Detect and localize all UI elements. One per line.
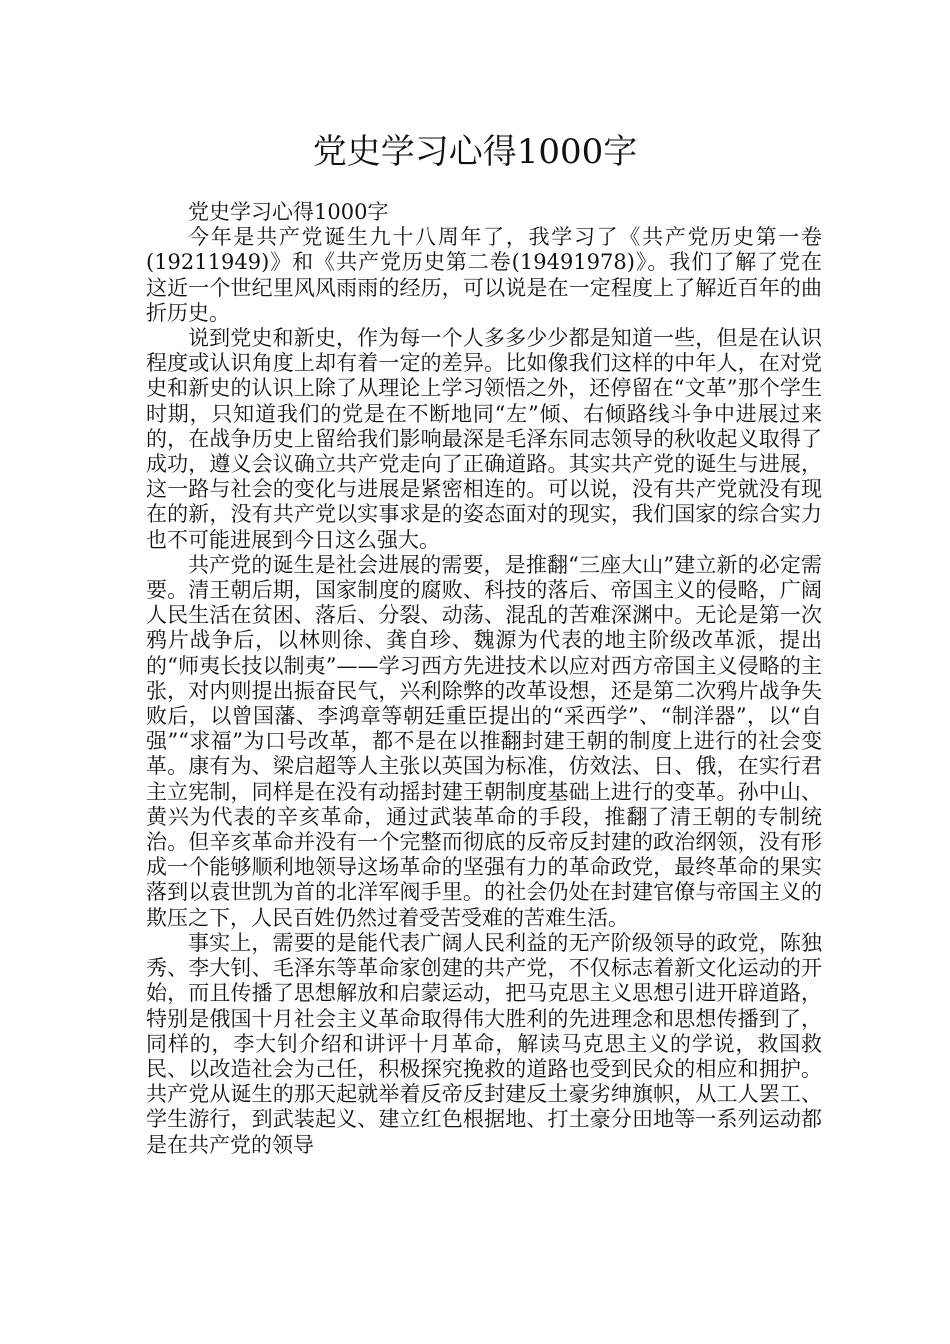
document-title: 党史学习心得1000字 xyxy=(312,132,638,172)
paragraph: 共产党的诞生是社会进展的需要，是推翻“三座大山”建立新的必定需要。清王朝后期，国家制度的腐败、科技的落后、帝国主义的侵略，广阔人民生活在贫困、落后、分裂、动荡、混乱的苦难深渊中。无论是第一次鸦片战争后，以林则徐、龚自珍、魏源为代表的地主阶级改革派，提出的“师夷长技以制夷”——学习西方先进技术以应对西方帝国主义侵略的主张，对内则提出振奋民气，兴利除弊的改革设想，还是第二次鸦片战争失败后，以曾国藩、李鸿章等朝廷重臣提出的“采西学”、“制洋器”，以“自强”“求福”为口号改革，都不是在以推翻封建王朝的制度上进行的社会变革。康有为、梁启超等人主张以英国为标准，仿效法、日、俄，在实行君主立宪制，同样是在没有动摇封建王朝制度基础上进行的变革。孙中山、黄兴为代表的辛亥革命，通过武装革命的手段，推翻了清王朝的专制统治。但辛亥革命并没有一个完整而彻底的反帝反封建的政治纲领，没有形成一个能够顺利地领导这场革命的坚强有力的革命政党，最终革命的果实落到以袁世凯为首的北洋军阀手里。的社会仍处在封建官僚与帝国主义的欺压之下，人民百姓仍然过着受苦受难的苦难生活。 xyxy=(146,552,822,930)
paragraph: 今年是共产党诞生九十八周年了，我学习了《共产党历史第一卷(19211949)》和《共产党历史第二卷(19491978)》。我们了解了党在这近一个世纪里风风雨雨的经历，可以说是在一定程度上了解近百年的曲折历史。 xyxy=(146,225,822,325)
paragraph-subtitle: 党史学习心得1000字 xyxy=(188,200,389,224)
document-body xyxy=(146,200,822,1158)
paragraph: 事实上，需要的是能代表广阔人民利益的无产阶级领导的政党，陈独秀、李大钊、毛泽东等革命家创建的共产党，不仅标志着新文化运动的开始，而且传播了思想解放和启蒙运动，把马克思主义思想引进开辟道路，特别是俄国十月社会主义革命取得伟大胜利的先进理念和思想传播到了，同样的，李大钊介绍和讲评十月革命，解读马克思主义的学说，救国救民、以改造社会为己任，积极探究挽救的道路也受到民众的相应和拥护。共产党从诞生的那天起就举着反帝反封建反土豪劣绅旗帜，从工人罢工、学生游行，到武装起义、建立红色根据地、打土豪分田地等一系列运动都是在共产党的领导 xyxy=(146,930,822,1157)
paragraph: 说到党史和新史，作为每一个人多多少少都是知道一些，但是在认识程度或认识角度上却有着一定的差异。比如像我们这样的中年人，在对党史和新史的认识上除了从理论上学习领悟之外，还停留在“文革”那个学生时期，只知道我们的党是在不断地同“左”倾、右倾路线斗争中进展过来的，在战争历史上留给我们影响最深是毛泽东同志领导的秋收起义取得了成功，遵义会议确立共产党走向了正确道路。其实共产党的诞生与进展，这一路与社会的变化与进展是紧密相连的。可以说，没有共产党就没有现在的新，没有共产党以实事求是的姿态面对的现实，我们国家的综合实力也不可能进展到今日这么强大。 xyxy=(146,326,822,552)
